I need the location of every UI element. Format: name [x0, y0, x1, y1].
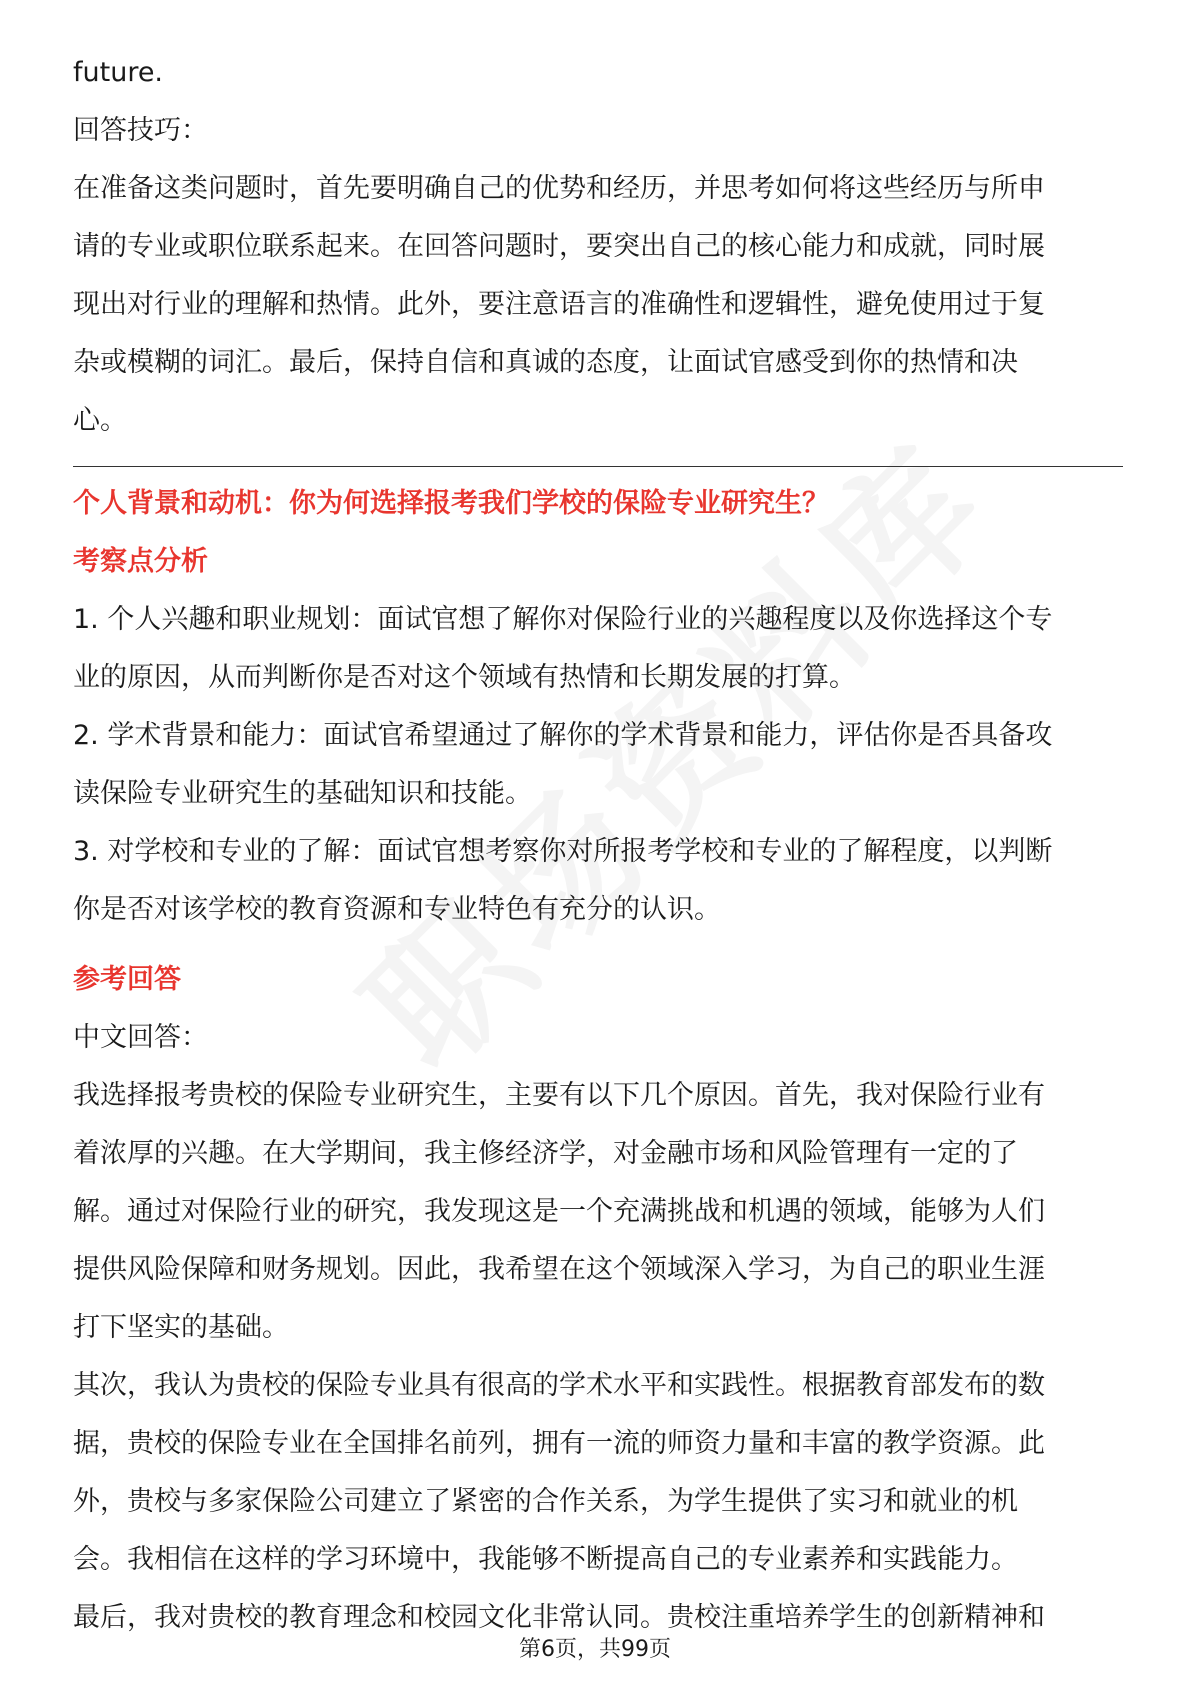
section-divider — [73, 466, 1123, 467]
previous-answer-tail — [73, 44, 1123, 450]
answer-line: 会。我相信在这样的学习环境中，我能够不断提高自己的专业素养和实践能力。 — [73, 1544, 1018, 1575]
analysis-line: 业的原因，从而判断你是否对这个领域有热情和长期发展的打算。 — [73, 662, 856, 693]
question-title: 个人背景和动机：你为何选择报考我们学校的保险专业研究生？ — [73, 488, 829, 519]
answer-line: 解。通过对保险行业的研究，我发现这是一个充满挑战和机遇的领域，能够为人们 — [73, 1196, 1045, 1227]
analysis-line: 你是否对该学校的教育资源和专业特色有充分的认识。 — [73, 894, 721, 925]
analysis-line: 2. 学术背景和能力：面试官希望通过了解你的学术背景和能力，评估你是否具备攻 — [73, 720, 1053, 751]
text-line: 杂或模糊的词汇。最后，保持自信和真诚的态度，让面试官感受到你的热情和决 — [73, 347, 1018, 378]
answer-line: 其次，我认为贵校的保险专业具有很高的学术水平和实践性。根据教育部发布的数 — [73, 1370, 1045, 1401]
answer-line: 中文回答： — [73, 1022, 208, 1053]
page-footer: 第6页，共99页 — [519, 1637, 671, 1662]
answer-line: 打下坚实的基础。 — [73, 1312, 289, 1343]
answer-line: 外，贵校与多家保险公司建立了紧密的合作关系，为学生提供了实习和就业的机 — [73, 1486, 1018, 1517]
text-line: 心。 — [73, 405, 127, 436]
answer-line: 我选择报考贵校的保险专业研究生，主要有以下几个原因。首先，我对保险行业有 — [73, 1080, 1045, 1111]
answer-line: 最后，我对贵校的教育理念和校园文化非常认同。贵校注重培养学生的创新精神和 — [73, 1602, 1045, 1633]
analysis-line: 1. 个人兴趣和职业规划：面试官想了解你对保险行业的兴趣程度以及你选择这个专 — [73, 604, 1053, 635]
answer-line: 着浓厚的兴趣。在大学期间，我主修经济学，对金融市场和风险管理有一定的了 — [73, 1138, 1018, 1169]
answer-body — [73, 1009, 1123, 1647]
page-content — [73, 44, 1123, 1647]
text-line: 现出对行业的理解和热情。此外，要注意语言的准确性和逻辑性，避免使用过于复 — [73, 289, 1045, 320]
analysis-heading: 考察点分析 — [73, 546, 208, 577]
answer-heading: 参考回答 — [73, 964, 181, 995]
spacer — [73, 939, 1123, 951]
text-line: future. — [73, 57, 164, 88]
analysis-line: 3. 对学校和专业的了解：面试官想考察你对所报考学校和专业的了解程度，以判断 — [73, 836, 1053, 867]
answer-line: 据，贵校的保险专业在全国排名前列，拥有一流的师资力量和丰富的教学资源。此 — [73, 1428, 1045, 1459]
analysis-list — [73, 591, 1123, 939]
text-line: 在准备这类问题时，首先要明确自己的优势和经历，并思考如何将这些经历与所申 — [73, 173, 1045, 204]
text-line: 请的专业或职位联系起来。在回答问题时，要突出自己的核心能力和成就，同时展 — [73, 231, 1045, 262]
analysis-line: 读保险专业研究生的基础知识和技能。 — [73, 778, 532, 809]
text-line: 回答技巧： — [73, 115, 208, 146]
answer-line: 提供风险保障和财务规划。因此，我希望在这个领域深入学习，为自己的职业生涯 — [73, 1254, 1045, 1285]
